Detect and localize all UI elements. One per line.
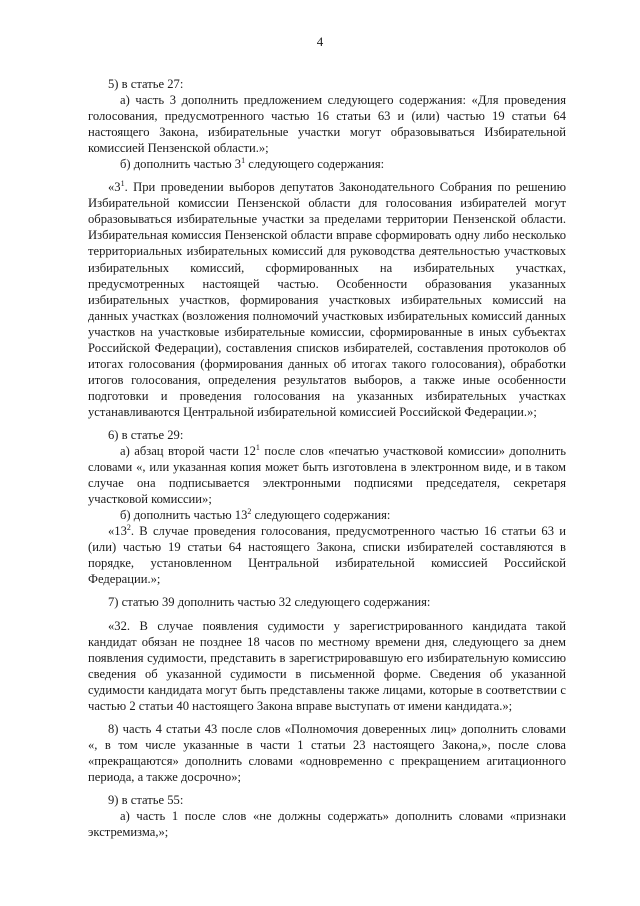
- item-7-heading: 7) статью 39 дополнить частью 32 следующего содержания:: [108, 595, 431, 610]
- superscript: 1: [120, 179, 125, 189]
- part-3-1-quote: «$3^1$. При проведении выборов депутатов Законодательного Собрания по решению Избирательной комиссии Пензенской области для голосования избирателей могут образовываться избирательные участки за пределами территории Пензенской области. Избирательная комиссия Пензенской области вправе сформировать одну либо несколько территориальных избирательных комиссий для руководства деятельностью участковых избирательных комиссий, сформированных на избирательных участках, предусмотренных настоящей частью. Особенности образования указанных избирательных участков, формирования участковых избирательных комиссий на данных участках (возложения полномочий участковых избирательных комиссий данных участков на участковые избирательные комиссии, сформированные в иных субъектах Российской Федерации), составления списков избирателей, составления протоколов об итогах голосования (формирования данных об итогах такого голосования), обработки итогов голосования, определения результатов выборов, а также иные особенности подготовки и проведения голосования на указанных избирательных участках устанавливаются Центральной избирательной комиссией Российской Федерации.»;: [88, 179, 566, 419]
- part-13-2-quote: «$13^2$. В случае проведения голосования, предусмотренного частью 16 статьи 63 и (или) частью 19 статьи 64 настоящего Закона, списки избирателей составляются в порядке, установленном Центральной избирательной комиссией Российской Федерации.»;: [88, 523, 566, 587]
- item-6-heading: 6) в статье 29:: [108, 427, 184, 442]
- superscript: 1: [255, 443, 260, 453]
- superscript: 2: [247, 507, 252, 517]
- item-9-heading: 9) в статье 55:: [108, 792, 184, 807]
- item-5a-paragraph: а) часть 3 дополнить предложением следующего содержания: «Для проведения голосования, предусмотренного частью 16 статьи 63 и (или) частью 19 статьи 64 настоящего Закона, избирательные участки могут образовываться Избирательной комиссией Пензенской области.»;: [88, 93, 566, 156]
- document-body: [88, 76, 566, 840]
- item-8-paragraph: 8) часть 4 статьи 43 после слов «Полномочия доверенных лиц» дополнить словами «, в том числе указанные в части 1 статьи 23 настоящего Закона,», после слова «прекращаются» дополнить словами «одновременно с прекращением агитационного периода, а также досрочно»;: [88, 721, 566, 784]
- item-5b-paragraph: б) дополнить частью $3^1$ следующего содержания:: [120, 156, 385, 172]
- superscript: 2: [126, 523, 131, 533]
- item-9a-paragraph: а) часть 1 после слов «не должны содержать» дополнить словами «признаки экстремизма,»;: [88, 809, 566, 840]
- part-32-quote: «32. В случае появления судимости у зарегистрированного кандидата такой кандидат обязан не позднее 18 часов по местному времени дня, следующего за днем появления судимости, представить в зарегистрировавшую его избирательную комиссию сведения об указанной судимости в письменной форме. Сведения об указанной судимости кандидата могут быть представлены также лицами, которые в соответствии с частью 2 статьи 40 настоящего Закона вправе выступать от имени кандидата.»;: [88, 618, 566, 713]
- page-number: 4: [316, 34, 324, 49]
- item-5-heading: 5) в статье 27:: [108, 77, 184, 91]
- item-6b-paragraph: б) дополнить частью $13^2$ следующего содержания:: [120, 507, 391, 523]
- item-6a-paragraph: а) абзац второй части $12^1$ после слов «печатью участковой комиссии» дополнить словами «, или указанная копия может быть изготовлена в электронном виде, и в таком случае она подписывается электронными подписями председателя, секретаря участковой комиссии»;: [88, 443, 566, 507]
- superscript: 1: [241, 156, 246, 166]
